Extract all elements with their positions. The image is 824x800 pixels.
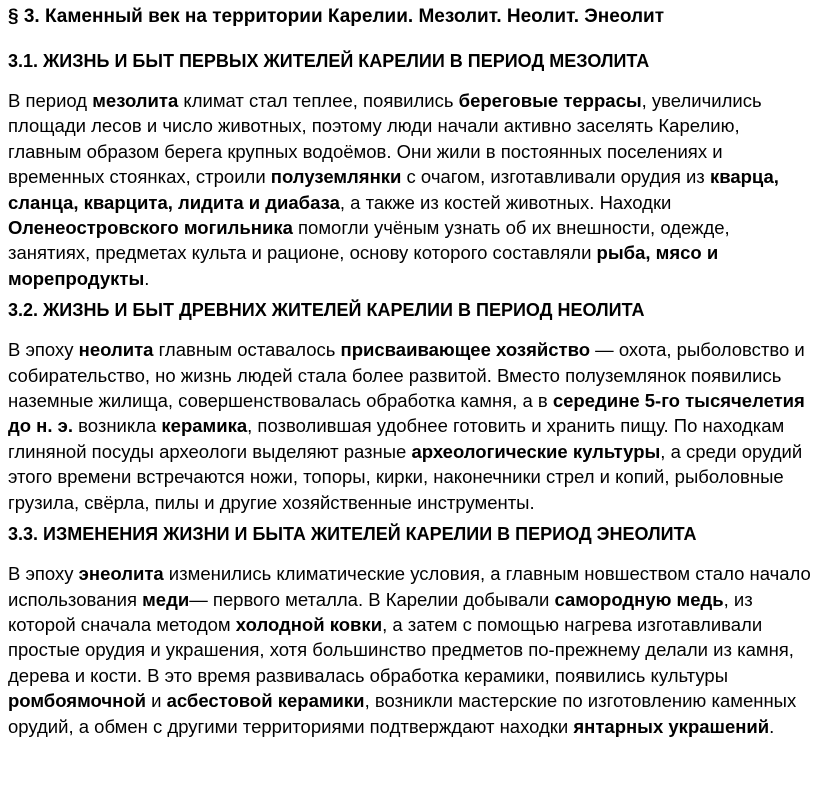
text-run: главным оставалось [153, 339, 341, 361]
bold-term: полуземлянки [270, 166, 402, 188]
bold-term: середине 5-го тысячелетия до н. э. [8, 390, 805, 437]
text-run: , возникли мастерские по изготовлению каменных орудий, а обмен с другими территориями подтверждают находки [8, 690, 797, 737]
bold-term: янтарных украшений [573, 715, 770, 737]
section-heading-mesolithic: 3.1. ЖИЗНЬ И БЫТ ПЕРВЫХ ЖИТЕЛЕЙ КАРЕЛИИ В ПЕРИОД МЕЗОЛИТА [8, 51, 650, 71]
bold-term: присваивающее хозяйство [340, 339, 591, 361]
bold-term: асбестовой керамики [166, 690, 365, 712]
bold-term: Оленеостровского могильника [8, 217, 293, 239]
text-run: , а затем с помощью нагрева изготавливали простые орудия и украшения, хотя большинство предметов по-прежнему делали из камня, дерева и кости. В это время развивалась обработка керамики, появились культуры [8, 613, 794, 686]
text-run: климат стал теплее, появились [178, 90, 459, 111]
bold-term: самородную медь [554, 588, 724, 610]
text-run: — первого металла. В Карелии добывали [189, 588, 555, 610]
bold-term: керамика [161, 415, 248, 437]
text-run: , позволившая удобнее готовить и хранить пищу. По находкам глиняной посуды археологи выделяют разные [8, 415, 785, 462]
bold-term: береговые террасы [458, 90, 642, 111]
text-run: и [145, 690, 167, 712]
text-run: , увеличились площади лесов и число животных, поэтому люди начали активно заселять Карелию, главным образом берега крупных водоёмов. Они жили в постоянных поселениях и временных стоянках, строили [8, 90, 762, 188]
bold-term: энеолита [78, 563, 164, 585]
text-run: , а также из костей животных. Находки [339, 191, 672, 213]
bold-term: меди [142, 588, 190, 610]
text-run: помогли учёным узнать об их внешности, одежде, занятиях, предметах культа и рационе, основу которого составляли [8, 217, 730, 264]
text-run: В период [8, 90, 93, 111]
text-run: В эпоху [8, 339, 79, 361]
text-run: . [144, 267, 150, 289]
section-paragraph-neolithic [8, 337, 816, 515]
text-run: возникла [73, 415, 162, 437]
text-run: В эпоху [8, 563, 79, 585]
bold-term: рыба, мясо и морепродукты [8, 242, 719, 289]
text-run: , а среди орудий этого времени встречаются ножи, топоры, кирки, наконечники стрел и копий, рыболовные грузила, свёрла, пилы и другие хозяйственные инструменты. [8, 440, 803, 513]
text-run: — охота, рыболовство и собирательство, но жизнь людей стала более развитой. Вместо полуземлянок появились наземные жилища, совершенствовалась обработка камня, а в [8, 339, 805, 412]
section-heading-neolithic: 3.2. ЖИЗНЬ И БЫТ ДРЕВНИХ ЖИТЕЛЕЙ КАРЕЛИИ В ПЕРИОД НЕОЛИТА [8, 300, 645, 321]
bold-term: ромбоямочной [8, 690, 146, 712]
text-run: изменились климатические условия, а главным новшеством стало начало использования [8, 563, 811, 610]
text-run: с очагом, изготавливали орудия из [401, 166, 710, 188]
section-paragraph-eneolithic [8, 561, 816, 739]
bold-term: мезолита [92, 90, 179, 111]
text-run: . [769, 715, 775, 737]
bold-term: археологические культуры [411, 440, 661, 462]
bold-term: кварца, сланца, кварцита, лидита и диабаза [8, 166, 779, 213]
bold-term: неолита [78, 339, 154, 361]
bold-term: холодной ковки [235, 613, 383, 635]
section-heading-eneolithic: 3.3. ИЗМЕНЕНИЯ ЖИЗНИ И БЫТА ЖИТЕЛЕЙ КАРЕЛИИ В ПЕРИОД ЭНЕОЛИТА [8, 524, 697, 545]
section-paragraph-mesolithic [8, 88, 816, 291]
page-title: § 3. Каменный век на территории Карелии. Мезолит. Неолит. Энеолит [8, 6, 665, 27]
text-run: , из которой сначала методом [8, 588, 753, 635]
